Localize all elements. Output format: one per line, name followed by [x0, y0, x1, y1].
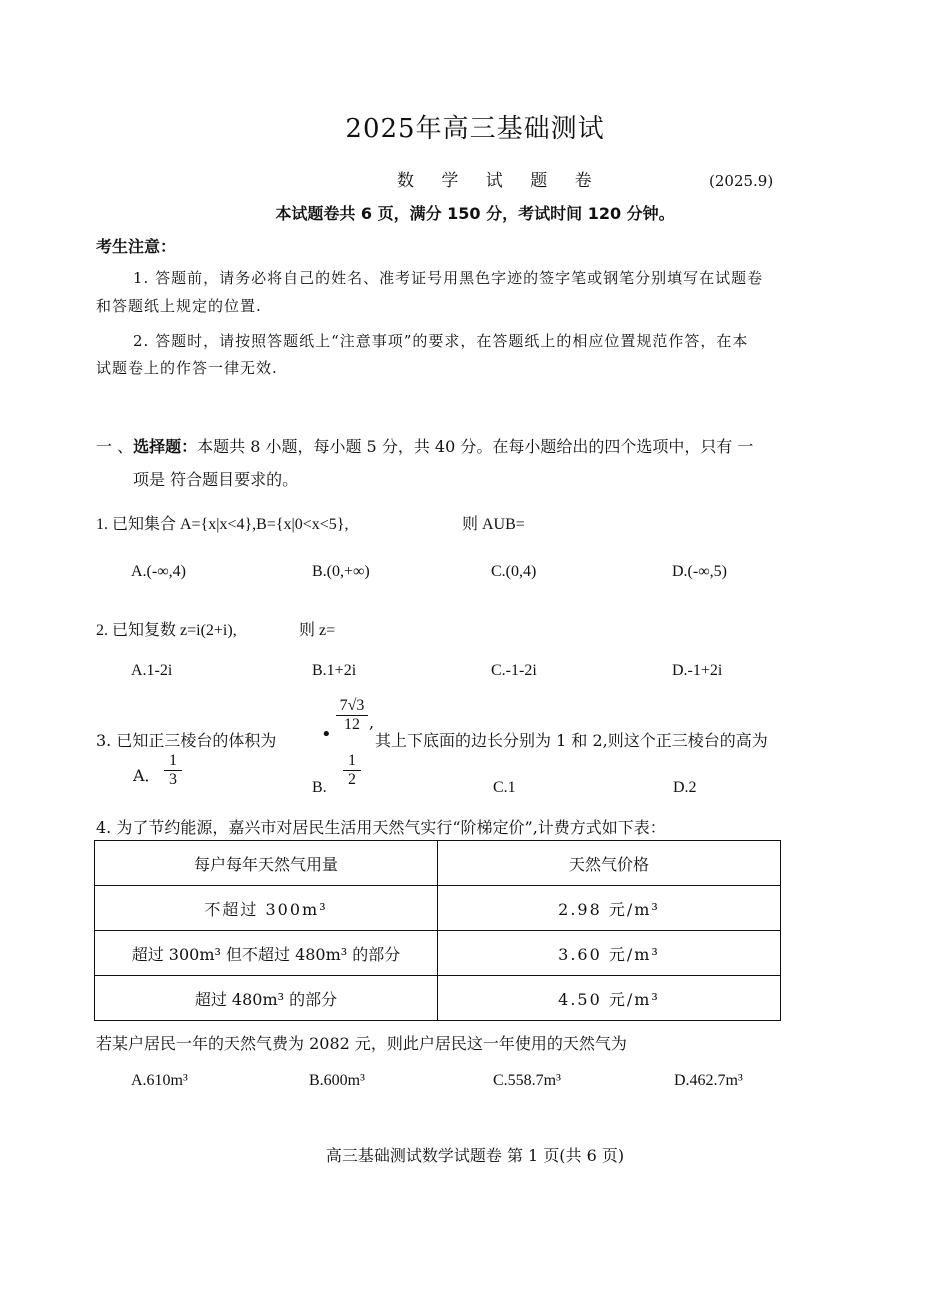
q2-option-b[interactable]: B.1+2i — [312, 662, 357, 679]
section-desc-line-1: 本题共 8 小题，每小题 5 分，共 40 分。在每小题给出的四个选项中，只有 一 — [197, 437, 754, 456]
q1-option-a[interactable]: A.(-∞,4) — [131, 563, 186, 580]
notice-heading: 考生注意： — [96, 237, 177, 256]
q3-option-a-numerator: 1 — [164, 752, 182, 771]
table-header-row — [95, 841, 781, 886]
section-title: 选择题： — [133, 437, 198, 456]
q3-option-c[interactable]: C.1 — [493, 779, 516, 796]
notice-item-1-line-2: 和答题纸上规定的位置. — [96, 297, 262, 315]
exam-info: 本试题卷共 6 页，满分 150 分，考试时间 120 分钟。 — [275, 204, 675, 223]
table-header-usage: 每户每年天然气用量 — [95, 841, 438, 886]
q2-option-c[interactable]: C.-1-2i — [491, 662, 537, 679]
table-row — [95, 976, 781, 1021]
notice-item-2-line-2: 试题卷上的作答一律无效. — [96, 359, 278, 377]
q4-stem: 4. 为了节约能源，嘉兴市对居民生活用天然气实行“阶梯定价”,计费方式如下表： — [96, 818, 666, 837]
q2-option-d[interactable]: D.-1+2i — [672, 662, 723, 679]
q3-fraction-denominator: 12 — [344, 716, 360, 733]
q3-option-a-fraction[interactable] — [164, 752, 182, 789]
table-cell-usage: 超过 300m³ 但不超过 480m³ 的部分 — [95, 931, 438, 976]
page-footer: 高三基础测试数学试题卷 第 1 页(共 6 页) — [325, 1146, 625, 1165]
q3-volume-fraction — [336, 697, 368, 734]
q2-option-a[interactable]: A.1-2i — [131, 662, 173, 679]
q4-option-a[interactable]: A.610m³ — [131, 1072, 188, 1089]
q1-then: 则 AUB= — [462, 516, 525, 533]
q3-option-b-fraction[interactable] — [343, 752, 361, 789]
exam-date: (2025.9) — [709, 172, 774, 190]
subject-subtitle: 数 学 试 题 卷 — [397, 171, 603, 191]
q1-option-c[interactable]: C.(0,4) — [491, 563, 537, 580]
q3-option-b-label[interactable]: B. — [312, 779, 327, 796]
q3-stem-post: 其上下底面的边长分别为 1 和 2,则这个正三棱台的高为 — [375, 731, 768, 750]
q3-stem-pre: 3. 已知正三棱台的体积为 — [96, 731, 277, 750]
q1-option-d[interactable]: D.(-∞,5) — [672, 563, 727, 580]
q4-option-c[interactable]: C.558.7m³ — [493, 1072, 561, 1089]
q3-fraction-numerator: 7√3 — [336, 697, 368, 716]
gas-price-table — [94, 840, 781, 1021]
q4-option-b[interactable]: B.600m³ — [309, 1072, 365, 1089]
table-cell-usage: 超过 480m³ 的部分 — [95, 976, 438, 1021]
table-cell-price: 2.98 元/m³ — [438, 886, 781, 931]
table-header-price: 天然气价格 — [438, 841, 781, 886]
q3-option-b-numerator: 1 — [343, 752, 361, 771]
q1-stem: 1. 已知集合 A={x|x<4},B={x|0<x<5}, — [96, 516, 349, 533]
q3-option-d[interactable]: D.2 — [673, 779, 697, 796]
section-label: 一 、 — [96, 437, 134, 456]
table-cell-usage: 不超过 300m³ — [95, 886, 438, 931]
table-row — [95, 886, 781, 931]
table-cell-price: 4.50 元/m³ — [438, 976, 781, 1021]
q3-option-a-label[interactable]: A． — [133, 766, 161, 785]
section-desc-line-2: 项是 符合题目要求的。 — [133, 470, 299, 489]
q3-option-b-denominator: 2 — [348, 771, 356, 788]
page-title: 2025年高三基础测试 — [345, 114, 605, 144]
section-heading — [96, 434, 753, 457]
q4-question: 若某户居民一年的天然气费为 2082 元，则此户居民这一年使用的天然气为 — [96, 1034, 627, 1053]
notice-item-2-line-1: 2. 答题时，请按照答题纸上“注意事项”的要求，在答题纸上的相应位置规范作答，在本 — [133, 332, 749, 350]
q3-option-a-denominator: 3 — [169, 771, 177, 788]
q2-then: 则 z= — [299, 622, 336, 639]
notice-item-1-line-1: 1. 答题前，请务必将自己的姓名、准考证号用黑色字迹的签字笔或钢笔分别填写在试题卷 — [133, 269, 764, 287]
q3-comma: , — [369, 713, 375, 732]
q3-dot: • — [321, 724, 332, 745]
q2-stem: 2. 已知复数 z=i(2+i), — [96, 622, 237, 639]
table-cell-price: 3.60 元/m³ — [438, 931, 781, 976]
table-row — [95, 931, 781, 976]
q4-option-d[interactable]: D.462.7m³ — [674, 1072, 743, 1089]
q1-option-b[interactable]: B.(0,+∞) — [312, 563, 370, 580]
